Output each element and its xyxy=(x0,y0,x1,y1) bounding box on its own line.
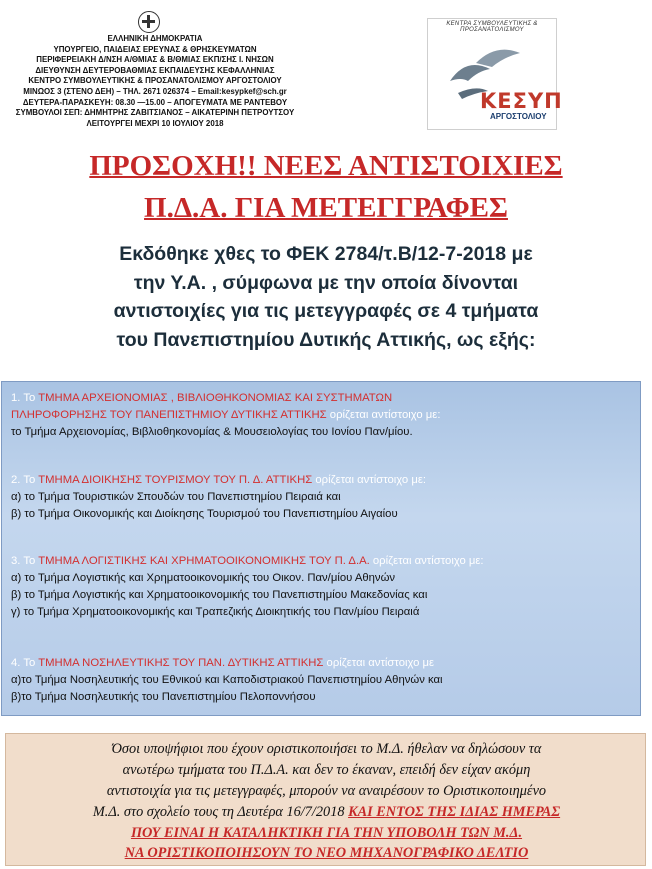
notice-line: αντιστοιχία για τις μετεγγραφές, μπορούν να αναιρέσουν το Οριστικοποιημένο xyxy=(106,783,547,799)
item-number: 2. Το xyxy=(11,474,39,486)
ministry-line: ΠΕΡΙΦΕΡΕΙΑΚΗ Δ/ΝΣΗ Α/ΘΜΙΑΣ & Β/ΘΜΙΑΣ ΕΚΠ/ΣΗΣ Ι. ΝΗΣΩΝ xyxy=(36,55,274,65)
equivalences-panel xyxy=(1,381,641,716)
item-number: 4. Το xyxy=(11,657,39,669)
set-equivalent-text: ορίζεται αντίστοιχο με: xyxy=(369,555,484,567)
ministry-line: ΣΥΜΒΟΥΛΟΙ ΣΕΠ: ΔΗΜΗΤΡΗΣ ΖΑΒΙΤΣΙΑΝΟΣ – ΑΙΚΑΤΕΡΙΝΗ ΠΕΤΡΟΥΤΣΟΥ xyxy=(15,108,295,118)
ministry-info xyxy=(2,34,308,129)
ministry-line: ΚΕΝΤΡΟ ΣΥΜΒΟΥΛΕΥΤΙΚΗΣ & ΠΡΟΣΑΝΑΤΟΛΙΣΜΟΥ ΑΡΓΟΣΤΟΛΙΟΥ xyxy=(28,76,282,86)
item-1 xyxy=(11,390,440,441)
letterhead xyxy=(0,0,652,150)
kesyp-logo xyxy=(427,18,563,130)
equivalent-department: α)το Τμήμα Νοσηλευτικής του Εθνικού και Καποδιστριακού Πανεπιστημίου Αθηνών και xyxy=(11,674,443,686)
intro-line: την Υ.Α. , σύμφωνα με την οποία δίνονται xyxy=(133,271,519,294)
logo-city: ΑΡΓΟΣΤΟΛΙΟΥ xyxy=(490,112,547,121)
department-name: ΤΜΗΜΑ ΛΟΓΙΣΤΙΚΗΣ ΚΑΙ ΧΡΗΜΑΤΟΟΙΚΟΝΟΜΙΚΗΣ ΤΟΥ Π. Δ.Α. xyxy=(38,555,370,567)
headline-line-1: ΠΡΟΣΟΧΗ!! ΝΕΕΣ ΑΝΤΙΣΤΟΙΧΙΕΣ xyxy=(89,150,563,182)
equivalent-department: γ) το Τμήμα Χρηματοοικονομικής και Τραπεζικής Διοικητικής του Παν/μίου Πειραιά xyxy=(11,606,420,618)
ministry-line: ΕΛΛΗΝΙΚΗ ΔΗΜΟΚΡΑΤΙΑ xyxy=(107,34,203,43)
item-number: 3. Το xyxy=(11,555,39,567)
ministry-line: ΥΠΟΥΡΓΕΙΟ, ΠΑΙΔΕΙΑΣ ΕΡΕΥΝΑΣ & ΘΡΗΣΚΕΥΜΑΤΩΝ xyxy=(53,44,257,54)
intro-text xyxy=(0,240,652,354)
greek-emblem-icon xyxy=(138,11,160,33)
logo-arc-text: ΚΕΝΤΡΑ ΣΥΜΒΟΥΛΕΥΤΙΚΗΣ & ΠΡΟΣΑΝΑΤΟΛΙΣΜΟΥ xyxy=(446,21,538,33)
item-4 xyxy=(11,655,443,706)
equivalent-department: β) το Τμήμα Λογιστικής και Χρηματοοικονομικής του Πανεπιστημίου Μακεδονίας και xyxy=(11,589,428,601)
equivalent-department: το Τμήμα Αρχειονομίας, Βιβλιοθηκονομίας & Μουσειολογίας του Ιονίου Παν/μίου. xyxy=(11,426,413,438)
equivalent-department: α) το Τμήμα Λογιστικής και Χρηματοοικονομικής του Οικον. Παν/μίου Αθηνών xyxy=(11,572,396,584)
headline-line-2: Π.Δ.Α. ΓΙΑ ΜΕΤΕΓΓΡΑΦΕΣ xyxy=(144,192,508,224)
notice-deadline: ΠΟΥ ΕΙΝΑΙ Η ΚΑΤΑΛΗΚΤΙΚΗ ΓΙΑ ΤΗΝ ΥΠΟΒΟΛΗ ΤΩΝ Μ.Δ. xyxy=(130,825,523,841)
item-2 xyxy=(11,472,426,523)
department-name-cont: ΠΛΗΡΟΦΟΡΗΣΗΣ ΤΟΥ ΠΑΝΕΠΙΣΤΗΜΙΟΥ ΔΥΤΙΚΗΣ ΑΤΤΙΚΗΣ xyxy=(11,409,327,421)
department-name: ΤΜΗΜΑ ΑΡΧΕΙΟΝΟΜΙΑΣ , ΒΙΒΛΙΟΘΗΚΟΝΟΜΙΑΣ ΚΑΙ ΣΥΣΤΗΜΑΤΩΝ xyxy=(38,392,393,404)
department-name: ΤΜΗΜΑ ΔΙΟΙΚΗΣΗΣ ΤΟΥΡΙΣΜΟΥ ΤΟΥ Π. Δ. ΑΤΤΙΚΗΣ xyxy=(38,474,313,486)
item-number: 1. Το xyxy=(11,392,39,404)
intro-line: του Πανεπιστημίου Δυτικής Αττικής, ως εξής: xyxy=(116,328,536,351)
equivalent-department: β) το Τμήμα Οικονομικής και Διοίκησης Τουρισμού του Πανεπιστημίου Αιγαίου xyxy=(11,508,398,520)
notice-line xyxy=(6,804,647,821)
ministry-line: ΜΙΝΩΟΣ 3 (ΣΤΕΝΟ ΔΕΗ) – ΤΗΛ. 2671 026374 – Email:kesypkef@sch.gr xyxy=(23,86,287,96)
logo-name: ΚΕΣΥΠ xyxy=(480,89,563,113)
ministry-line: ΔΕΥΤΕΡΑ-ΠΑΡΑΣΚΕΥΗ: 08.30 —15.00 – ΑΠΟΓΕΥΜΑΤΑ ΜΕ ΡΑΝΤΕΒΟΥ xyxy=(22,97,288,107)
equivalent-department: α) το Τμήμα Τουριστικών Σπουδών του Πανεπιστημίου Πειραιά και xyxy=(11,491,341,503)
equivalent-department: β)το Τμήμα Νοσηλευτικής του Πανεπιστημίου Πελοποννήσου xyxy=(11,691,316,703)
ministry-line: ΛΕΙΤΟΥΡΓΕΙ ΜΕΧΡΙ 10 ΙΟΥΛΙΟΥ 2018 xyxy=(86,118,224,128)
item-3 xyxy=(11,553,484,621)
notice-line: ανωτέρω τμήματα του Π.Δ.Α. και δεν το έκαναν, επειδή δεν είχαν ακόμη xyxy=(122,762,531,778)
set-equivalent-text: ορίζεται αντίστοιχο με: xyxy=(326,409,441,421)
department-name: ΤΜΗΜΑ ΝΟΣΗΛΕΥΤΙΚΗΣ ΤΟΥ ΠΑΝ. ΔΥΤΙΚΗΣ ΑΤΤΙΚΗΣ xyxy=(38,657,324,669)
notice-action: ΝΑ ΟΡΙΣΤΙΚΟΠΟΙΗΣΟΥΝ ΤΟ ΝΕΟ ΜΗΧΑΝΟΓΡΑΦΙΚΟ ΔΕΛΤΙΟ xyxy=(124,845,529,861)
set-equivalent-text: ορίζεται αντίστοιχο με xyxy=(323,657,435,669)
notice-date-text: Μ.Δ. στο σχολείο τους τη Δευτέρα 16/7/2018 xyxy=(92,804,349,820)
intro-line: Εκδόθηκε χθες το ΦΕΚ 2784/τ.Β/12-7-2018 με xyxy=(119,243,533,265)
ministry-line: ΔΙΕΥΘΥΝΣΗ ΔΕΥΤΕΡΟΒΑΘΜΙΑΣ ΕΚΠΑΙΔΕΥΣΗΣ ΚΕΦΑΛΛΗΝΙΑΣ xyxy=(35,65,275,75)
intro-line: αντιστοιχίες για τις μετεγγραφές σε 4 τμήματα xyxy=(113,300,539,322)
set-equivalent-text: ορίζεται αντίστοιχο με: xyxy=(312,474,427,486)
notice-line: Όσοι υποψήφιοι που έχουν οριστικοποιήσει το Μ.Δ. ήθελαν να δηλώσουν τα xyxy=(111,741,542,757)
notice-box xyxy=(5,733,646,866)
notice-emphasis: ΚΑΙ ΕΝΤΟΣ ΤΗΣ ΙΔΙΑΣ ΗΜΕΡΑΣ xyxy=(348,804,561,820)
